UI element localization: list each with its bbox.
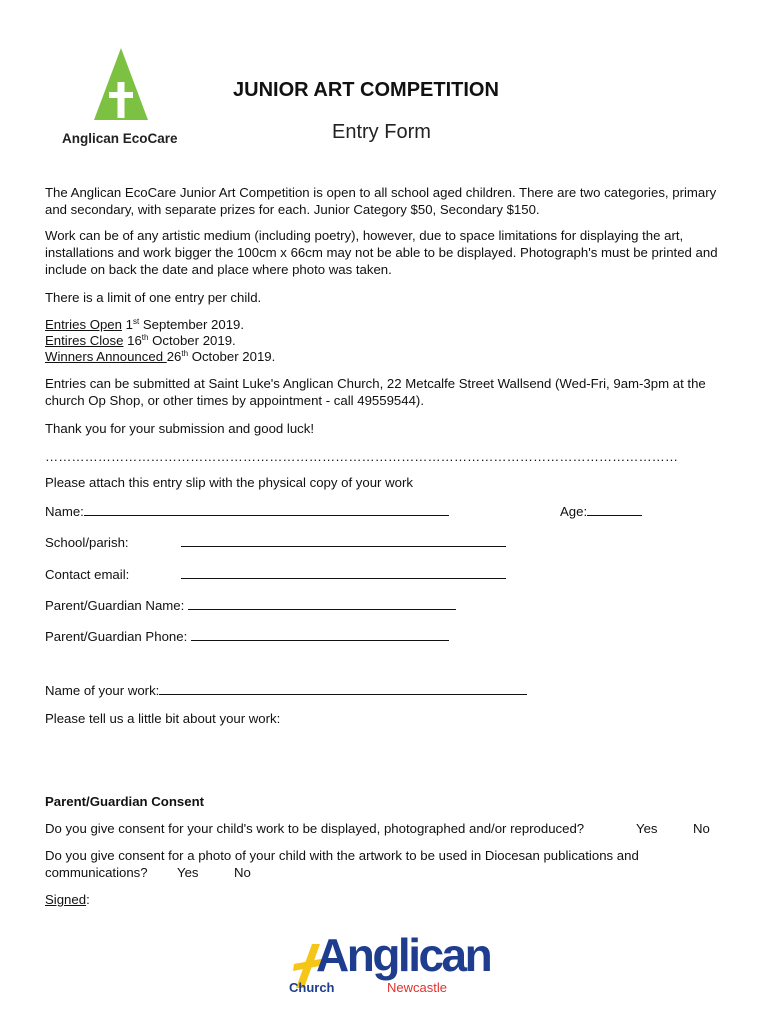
parent-phone-field[interactable] xyxy=(45,628,449,645)
logo-newcastle-text: Newcastle xyxy=(387,980,447,995)
consent-question-2: Do you give consent for a photo of your child with the artwork to be used in Diocesan publications and xyxy=(45,848,639,863)
cut-line: ……………………………………………………………………………………………………………………………… xyxy=(45,449,678,464)
parent-name-label: Parent/Guardian Name: xyxy=(45,598,185,613)
name-label: Name: xyxy=(45,504,84,519)
work-name-field[interactable] xyxy=(45,682,527,699)
name-field[interactable] xyxy=(45,503,449,520)
anglican-church-logo xyxy=(286,929,491,998)
consent-question-2-continued: communications? xyxy=(45,865,148,880)
school-blank[interactable] xyxy=(181,534,506,547)
age-blank[interactable] xyxy=(587,503,642,516)
thanks-text: Thank you for your submission and good luck! xyxy=(45,421,315,436)
date-label: Winners Announced xyxy=(45,349,167,364)
consent-heading: Parent/Guardian Consent xyxy=(45,794,205,809)
ecocare-logo-text: Anglican EcoCare xyxy=(62,131,178,146)
school-label: School/parish: xyxy=(45,535,129,550)
date-label: Entires Close xyxy=(45,333,124,348)
page-title: JUNIOR ART COMPETITION xyxy=(233,79,499,101)
consent-1-yes-option[interactable]: Yes xyxy=(636,821,658,836)
ecocare-logo xyxy=(54,44,194,152)
intro-paragraph-2: Work can be of any artistic medium (including poetry), however, due to space limitations for displaying the art, installations and work bigger the 100cm x 66cm may not be able to be displayed. Photograph's must be printed and include on back the date and place where photo was taken. xyxy=(45,228,718,277)
consent-2-yes-option[interactable]: Yes xyxy=(177,865,199,880)
name-blank[interactable] xyxy=(84,503,449,516)
tree-cross-icon xyxy=(54,44,194,124)
signed-field[interactable]: Signed: xyxy=(45,892,90,907)
date-label: Entries Open xyxy=(45,317,122,332)
intro-paragraph-1: The Anglican EcoCare Junior Art Competition is open to all school aged children. There are two categories, primary and secondary, with separate prizes for each. Junior Category $50, Secondary $150. xyxy=(45,185,717,217)
signed-label: Signed xyxy=(45,892,87,907)
date-entries-close: Entires Close 16th October 2019. xyxy=(45,333,236,348)
anglican-wordmark: Anglican xyxy=(316,929,491,981)
parent-name-blank[interactable] xyxy=(188,597,456,610)
submission-info: Entries can be submitted at Saint Luke's Anglican Church, 22 Metcalfe Street Wallsend (Wed-Fri, 9am-3pm at the church Op Shop, or other times by appointment - call 49559544). xyxy=(45,376,706,408)
date-entries-open: Entries Open 1st September 2019. xyxy=(45,317,245,332)
email-blank[interactable] xyxy=(181,566,506,579)
consent-2-no-option[interactable]: No xyxy=(234,865,251,880)
email-label: Contact email: xyxy=(45,567,130,582)
attach-note: Please attach this entry slip with the physical copy of your work xyxy=(45,475,413,490)
parent-phone-label: Parent/Guardian Phone: xyxy=(45,629,188,644)
page-subtitle: Entry Form xyxy=(332,121,431,143)
logo-church-text: Church xyxy=(289,980,335,995)
age-label: Age: xyxy=(560,504,588,519)
consent-question-1: Do you give consent for your child's work to be displayed, photographed and/or reproduced? xyxy=(45,821,585,836)
consent-1-no-option[interactable]: No xyxy=(693,821,710,836)
entry-limit-text: There is a limit of one entry per child. xyxy=(45,290,262,305)
work-name-blank[interactable] xyxy=(159,682,527,695)
date-winners-announced: Winners Announced 26th October 2019. xyxy=(45,349,276,364)
parent-name-field[interactable] xyxy=(45,597,456,614)
work-about-label: Please tell us a little bit about your work: xyxy=(45,711,281,726)
age-field[interactable] xyxy=(560,503,642,520)
work-name-label: Name of your work: xyxy=(45,683,160,698)
parent-phone-blank[interactable] xyxy=(191,628,449,641)
